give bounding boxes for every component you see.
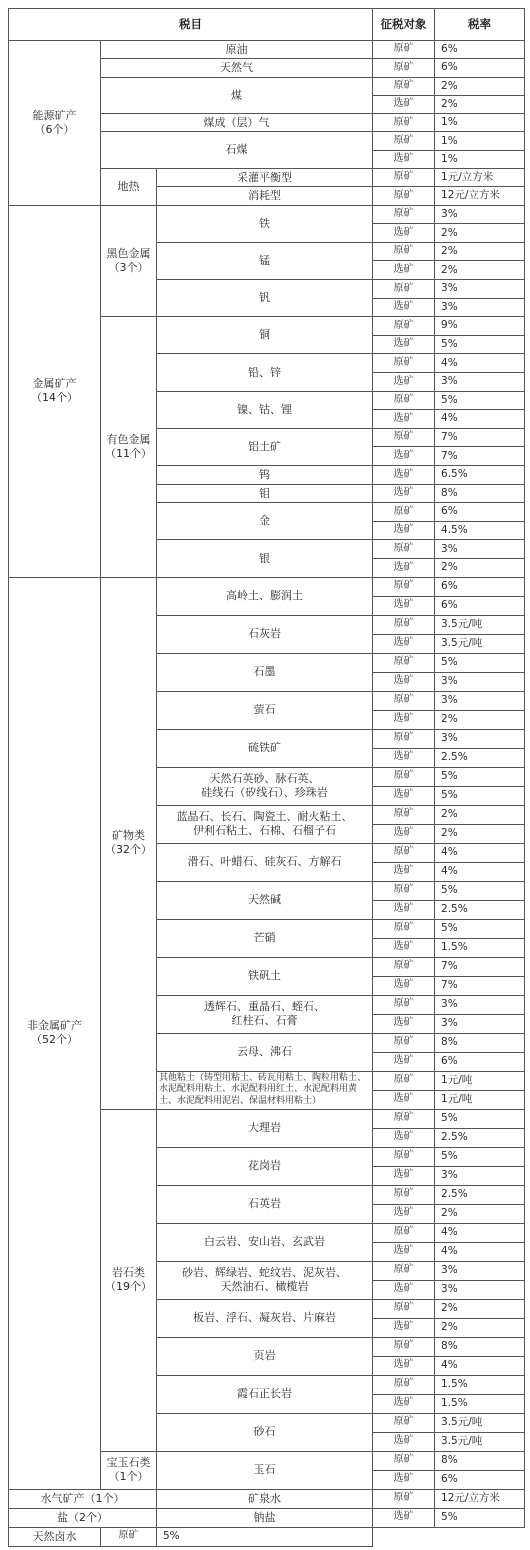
tax-rate: 2%: [435, 558, 525, 577]
tax-rate: 8%: [435, 484, 525, 503]
subcategory-cell: 有色金属 （11个）: [101, 317, 157, 577]
tax-object: 选矿: [373, 1014, 435, 1033]
tax-object: 原矿: [373, 767, 435, 786]
mineral-name: 天然石英砂、脉石英、 硅线石（矽线石）、珍珠岩: [157, 767, 373, 805]
tax-object: 原矿: [373, 280, 435, 299]
mineral-name: 霞石正长岩: [157, 1375, 373, 1413]
tax-rate: 2%: [435, 261, 525, 280]
mineral-name: 玉石: [157, 1451, 373, 1489]
mineral-name: 石英岩: [157, 1185, 373, 1223]
tax-rate: 6%: [435, 596, 525, 615]
tax-rate: 2%: [435, 805, 525, 824]
tax-object: 选矿: [373, 1204, 435, 1223]
tax-object: 原矿: [373, 1071, 435, 1090]
tax-object: 选矿: [373, 224, 435, 243]
tax-object: 原矿: [373, 843, 435, 862]
mineral-name: 采灌平衡型: [157, 169, 373, 187]
tax-object: 选矿: [373, 447, 435, 466]
tax-rate: 2%: [435, 1318, 525, 1337]
tax-object: 原矿: [373, 805, 435, 824]
tax-rate: 5%: [435, 881, 525, 900]
tax-object: 原矿: [373, 1147, 435, 1166]
tax-object: 选矿: [373, 150, 435, 168]
tax-object: 原矿: [373, 41, 435, 59]
mineral-name: 铝土矿: [157, 428, 373, 465]
tax-rate: 6%: [435, 503, 525, 522]
tax-object: 选矿: [373, 335, 435, 354]
tax-rate: 12元/立方米: [435, 187, 525, 205]
mineral-name: 镍、钴、锂: [157, 391, 373, 428]
header-tax-item: 税目: [9, 9, 373, 41]
tax-object: 选矿: [373, 786, 435, 805]
tax-rate: 3%: [435, 1166, 525, 1185]
mineral-name: 透辉石、重晶石、蛭石、 红柱石、石膏: [157, 995, 373, 1033]
mineral-name: 钠盐: [157, 1508, 373, 1527]
subcategory-cell: 宝玉石类 （1个）: [101, 1451, 157, 1489]
mineral-name: 砂岩、辉绿岩、蛇纹岩、泥灰岩、 天然油石、橄榄岩: [157, 1261, 373, 1299]
subcategory-cell: 地热: [101, 169, 157, 206]
category-cell: 非金属矿产 （52个）: [9, 577, 101, 1489]
mineral-name: 高岭土、膨润土: [157, 577, 373, 615]
mineral-name: 铅、锌: [157, 354, 373, 391]
tax-object: 选矿: [373, 672, 435, 691]
mineral-name: 页岩: [157, 1337, 373, 1375]
tax-rate: 1元/立方米: [435, 169, 525, 187]
tax-object: 选矿: [373, 261, 435, 280]
mineral-name: 天然碱: [157, 881, 373, 919]
resource-tax-table: [8, 8, 525, 1547]
tax-rate: 5%: [157, 1527, 373, 1546]
tax-rate: 3%: [435, 205, 525, 224]
tax-rate: 3%: [435, 995, 525, 1014]
tax-object: 原矿: [373, 881, 435, 900]
tax-object: 原矿: [373, 1223, 435, 1242]
mineral-name: 天然卤水: [9, 1527, 101, 1546]
tax-object: 原矿: [373, 132, 435, 150]
category-cell: 盐（2个）: [9, 1508, 157, 1527]
tax-rate: 5%: [435, 1508, 525, 1527]
tax-rate: 1%: [435, 150, 525, 168]
tax-rate: 6%: [435, 41, 525, 59]
tax-object: 选矿: [373, 298, 435, 317]
mineral-name: 银: [157, 540, 373, 577]
tax-rate: 4%: [435, 410, 525, 429]
tax-rate: 4%: [435, 1356, 525, 1375]
mineral-name: 大理岩: [157, 1109, 373, 1147]
tax-object: 选矿: [373, 521, 435, 540]
tax-object: 原矿: [373, 77, 435, 95]
tax-rate: 2.5%: [435, 1185, 525, 1204]
category-cell: 金属矿产 （14个）: [9, 205, 101, 577]
mineral-name: 天然气: [101, 59, 373, 77]
tax-rate: 9%: [435, 317, 525, 336]
tax-rate: 4%: [435, 843, 525, 862]
table-row: [9, 1489, 525, 1508]
tax-object: 原矿: [373, 919, 435, 938]
mineral-name: 石墨: [157, 653, 373, 691]
table-row: [9, 577, 525, 596]
tax-rate: 3%: [435, 729, 525, 748]
tax-object: 选矿: [373, 748, 435, 767]
tax-object: 选矿: [373, 1280, 435, 1299]
mineral-name: 硫铁矿: [157, 729, 373, 767]
mineral-name: 矿泉水: [157, 1489, 373, 1508]
tax-rate: 2%: [435, 710, 525, 729]
tax-rate: 1%: [435, 114, 525, 132]
tax-rate: 2%: [435, 824, 525, 843]
tax-object: 选矿: [373, 1052, 435, 1071]
table-row: [9, 1527, 525, 1546]
tax-object: 选矿: [373, 484, 435, 503]
mineral-name: 芒硝: [157, 919, 373, 957]
tax-object: 选矿: [373, 373, 435, 392]
tax-object: 原矿: [101, 1527, 157, 1546]
tax-rate: 6%: [435, 1052, 525, 1071]
tax-object: 原矿: [373, 503, 435, 522]
tax-object: 原矿: [373, 187, 435, 205]
tax-rate: 3.5元/吨: [435, 634, 525, 653]
table-body: [9, 41, 525, 1547]
mineral-name: 锰: [157, 242, 373, 279]
tax-object: 原矿: [373, 653, 435, 672]
tax-rate: 6%: [435, 577, 525, 596]
tax-object: 原矿: [373, 1185, 435, 1204]
tax-object: 原矿: [373, 1261, 435, 1280]
mineral-name: 原油: [101, 41, 373, 59]
tax-rate: 4%: [435, 354, 525, 373]
mineral-name: 钨: [157, 465, 373, 484]
tax-object: 原矿: [373, 540, 435, 559]
tax-rate: 5%: [435, 919, 525, 938]
tax-object: 选矿: [373, 1356, 435, 1375]
tax-object: 原矿: [373, 615, 435, 634]
table-row: [9, 1508, 525, 1527]
tax-object: 选矿: [373, 862, 435, 881]
tax-rate: 5%: [435, 767, 525, 786]
table-row: [9, 41, 525, 59]
mineral-name: 蓝晶石、长石、陶瓷土、耐火粘土、 伊利石粘土、石棉、石榴子石: [157, 805, 373, 843]
tax-object: 选矿: [373, 1090, 435, 1109]
tax-rate: 4%: [435, 1223, 525, 1242]
tax-object: 选矿: [373, 1508, 435, 1527]
tax-rate: 1.5%: [435, 1375, 525, 1394]
tax-object: 选矿: [373, 976, 435, 995]
tax-rate: 3%: [435, 672, 525, 691]
subcategory-cell: 岩石类 （19个）: [101, 1109, 157, 1451]
mineral-name: 消耗型: [157, 187, 373, 205]
tax-object: 原矿: [373, 169, 435, 187]
mineral-name: 金: [157, 503, 373, 540]
tax-rate: 5%: [435, 653, 525, 672]
mineral-name: 滑石、叶蜡石、硅灰石、方解石: [157, 843, 373, 881]
category-cell: 水气矿产（1个）: [9, 1489, 157, 1508]
tax-rate: 8%: [435, 1033, 525, 1052]
tax-rate: 8%: [435, 1451, 525, 1470]
mineral-name: 钒: [157, 280, 373, 317]
mineral-name: 其他粘土（铸型用粘土、砖瓦用粘土、陶粒用粘土、水泥配料用粘土、水泥配料用红土、水泥配料用黄土、水泥配料用泥岩、保温材料用粘土）: [157, 1071, 373, 1109]
tax-object: 选矿: [373, 1318, 435, 1337]
mineral-name: 铜: [157, 317, 373, 354]
tax-rate: 3%: [435, 540, 525, 559]
tax-object: 原矿: [373, 317, 435, 336]
tax-rate: 2%: [435, 1299, 525, 1318]
tax-rate: 2.5%: [435, 748, 525, 767]
tax-object: 原矿: [373, 205, 435, 224]
tax-rate: 3%: [435, 1280, 525, 1299]
tax-object: 原矿: [373, 995, 435, 1014]
mineral-name: 云母、沸石: [157, 1033, 373, 1071]
tax-object: 选矿: [373, 95, 435, 113]
subcategory-cell: 黑色金属 （3个）: [101, 205, 157, 317]
tax-object: 原矿: [373, 729, 435, 748]
tax-object: 原矿: [373, 1033, 435, 1052]
tax-rate: 1元/吨: [435, 1071, 525, 1090]
tax-object: 选矿: [373, 824, 435, 843]
header-rate: 税率: [435, 9, 525, 41]
tax-object: 选矿: [373, 596, 435, 615]
tax-object: 选矿: [373, 1432, 435, 1451]
tax-rate: 7%: [435, 957, 525, 976]
tax-rate: 2%: [435, 1204, 525, 1223]
tax-rate: 3%: [435, 280, 525, 299]
tax-object: 原矿: [373, 1375, 435, 1394]
tax-object: 选矿: [373, 710, 435, 729]
mineral-name: 钼: [157, 484, 373, 503]
tax-rate: 12元/立方米: [435, 1489, 525, 1508]
tax-rate: 7%: [435, 447, 525, 466]
tax-object: 原矿: [373, 428, 435, 447]
header-tax-object: 征税对象: [373, 9, 435, 41]
mineral-name: 石灰岩: [157, 615, 373, 653]
tax-object: 原矿: [373, 1109, 435, 1128]
tax-object: 选矿: [373, 634, 435, 653]
mineral-name: 石煤: [101, 132, 373, 169]
tax-object: 选矿: [373, 465, 435, 484]
tax-object: 选矿: [373, 558, 435, 577]
tax-object: 原矿: [373, 1489, 435, 1508]
tax-rate: 2.5%: [435, 1128, 525, 1147]
mineral-name: 铁矾土: [157, 957, 373, 995]
tax-object: 原矿: [373, 391, 435, 410]
tax-object: 原矿: [373, 577, 435, 596]
tax-rate: 1.5%: [435, 1394, 525, 1413]
tax-rate: 3.5元/吨: [435, 1432, 525, 1451]
tax-rate: 3%: [435, 691, 525, 710]
tax-object: 选矿: [373, 410, 435, 429]
tax-rate: 2%: [435, 242, 525, 261]
tax-object: 原矿: [373, 1337, 435, 1356]
tax-object: 选矿: [373, 1242, 435, 1261]
tax-rate: 1.5%: [435, 938, 525, 957]
tax-rate: 5%: [435, 1109, 525, 1128]
tax-object: 原矿: [373, 957, 435, 976]
tax-rate: 7%: [435, 428, 525, 447]
tax-rate: 5%: [435, 1147, 525, 1166]
tax-object: 选矿: [373, 1394, 435, 1413]
tax-rate: 4%: [435, 1242, 525, 1261]
mineral-name: 板岩、浮石、凝灰岩、片麻岩: [157, 1299, 373, 1337]
tax-object: 原矿: [373, 1451, 435, 1470]
tax-rate: 2.5%: [435, 900, 525, 919]
tax-rate: 8%: [435, 1337, 525, 1356]
tax-object: 选矿: [373, 938, 435, 957]
tax-object: 选矿: [373, 900, 435, 919]
tax-rate: 3%: [435, 373, 525, 392]
tax-object: 原矿: [373, 242, 435, 261]
mineral-name: 铁: [157, 205, 373, 242]
tax-rate: 5%: [435, 391, 525, 410]
mineral-name: 萤石: [157, 691, 373, 729]
table-row: [9, 205, 525, 224]
tax-object: 原矿: [373, 1413, 435, 1432]
tax-rate: 1%: [435, 132, 525, 150]
tax-rate: 3%: [435, 298, 525, 317]
mineral-name: 花岗岩: [157, 1147, 373, 1185]
tax-object: 选矿: [373, 1128, 435, 1147]
tax-rate: 3.5元/吨: [435, 1413, 525, 1432]
tax-rate: 7%: [435, 976, 525, 995]
tax-rate: 2%: [435, 95, 525, 113]
header-row: [9, 9, 525, 41]
tax-rate: 2%: [435, 224, 525, 243]
mineral-name: 煤成（层）气: [101, 114, 373, 132]
tax-rate: 5%: [435, 786, 525, 805]
tax-rate: 2%: [435, 77, 525, 95]
tax-rate: 1元/吨: [435, 1090, 525, 1109]
tax-rate: 5%: [435, 335, 525, 354]
tax-rate: 6%: [435, 59, 525, 77]
tax-rate: 6.5%: [435, 465, 525, 484]
tax-rate: 3.5元/吨: [435, 615, 525, 634]
tax-object: 原矿: [373, 691, 435, 710]
tax-object: 原矿: [373, 354, 435, 373]
tax-object: 选矿: [373, 1166, 435, 1185]
mineral-name: 白云岩、安山岩、玄武岩: [157, 1223, 373, 1261]
tax-rate: 4.5%: [435, 521, 525, 540]
subcategory-cell: 矿物类 （32个）: [101, 577, 157, 1109]
mineral-name: 煤: [101, 77, 373, 114]
tax-rate: 4%: [435, 862, 525, 881]
mineral-name: 砂石: [157, 1413, 373, 1451]
tax-object: 原矿: [373, 114, 435, 132]
tax-rate: 3%: [435, 1261, 525, 1280]
tax-object: 选矿: [373, 1470, 435, 1489]
tax-object: 原矿: [373, 59, 435, 77]
tax-rate: 3%: [435, 1014, 525, 1033]
tax-object: 原矿: [373, 1299, 435, 1318]
category-cell: 能源矿产 （6个）: [9, 41, 101, 206]
tax-rate: 6%: [435, 1470, 525, 1489]
